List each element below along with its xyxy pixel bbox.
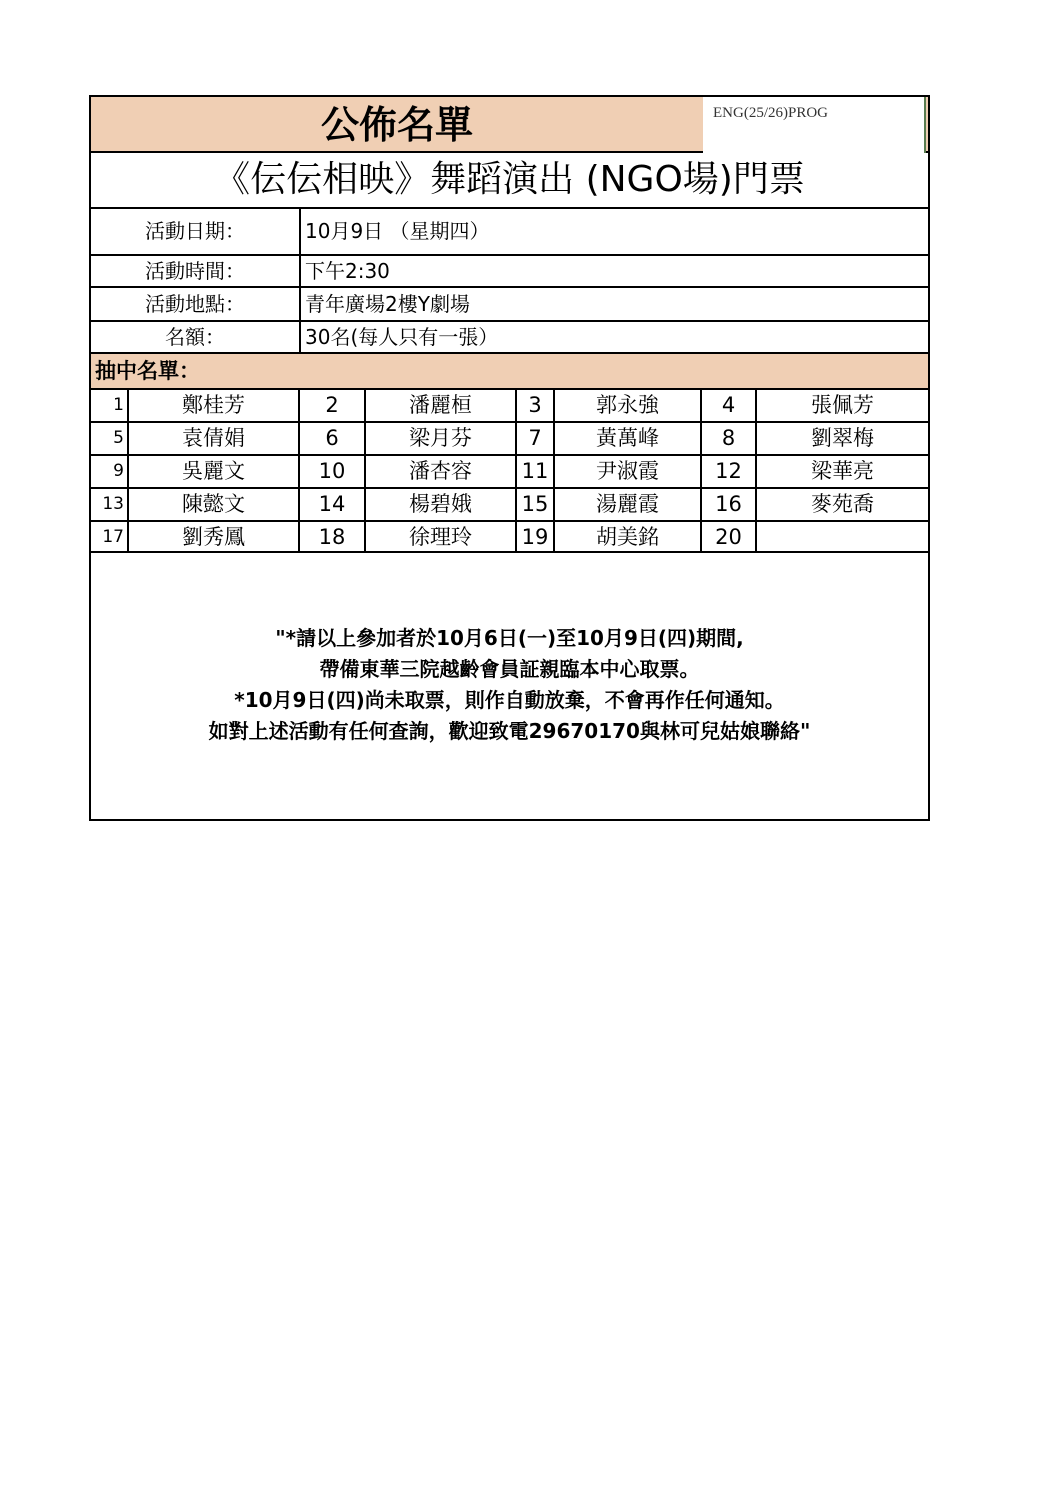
info-value: 青年廣場2樓Y劇場 bbox=[305, 292, 470, 316]
winner-number: 18 bbox=[300, 522, 366, 553]
winner-name: 梁月芬 bbox=[366, 423, 517, 454]
winner-name: 張佩芳 bbox=[811, 393, 874, 417]
winner-number: 9 bbox=[91, 456, 129, 487]
code-box bbox=[703, 97, 926, 153]
winner-number: 10 bbox=[300, 456, 366, 487]
info-row-date bbox=[89, 209, 930, 256]
winner-number: 19 bbox=[517, 522, 555, 553]
event-title: 《伝伝相映》舞蹈演出 (NGO場)門票 bbox=[214, 159, 805, 200]
notice-line: 如對上述活動有任何查詢，歡迎致電29670170與林可兒姑娘聯絡" bbox=[208, 719, 811, 743]
info-label: 活動地點： bbox=[91, 288, 301, 320]
winner-name: 湯麗霞 bbox=[555, 489, 702, 520]
info-row-venue bbox=[89, 288, 930, 322]
notice-text bbox=[91, 623, 928, 747]
notice-line: *10月9日(四)尚未取票，則作自動放棄，不會再作任何通知。 bbox=[234, 688, 785, 712]
winner-number: 3 bbox=[517, 390, 555, 421]
winner-number: 7 bbox=[517, 423, 555, 454]
winner-name: 郭永強 bbox=[555, 390, 702, 421]
info-value: 30名(每人只有一張） bbox=[305, 325, 499, 349]
winner-number: 2 bbox=[300, 390, 366, 421]
info-label: 活動日期： bbox=[91, 209, 301, 254]
winner-name: 梁華亮 bbox=[811, 459, 874, 483]
winner-name: 尹淑霞 bbox=[555, 456, 702, 487]
winner-number: 8 bbox=[702, 423, 757, 454]
notice-line: "*請以上參加者於10月6日(一)至10月9日(四)期間, bbox=[275, 626, 744, 650]
winner-name: 麥苑喬 bbox=[811, 492, 874, 516]
winner-name: 徐理玲 bbox=[366, 522, 517, 553]
winner-name: 潘麗桓 bbox=[366, 390, 517, 421]
title-row bbox=[89, 95, 930, 153]
winner-name: 楊碧娥 bbox=[366, 489, 517, 520]
winner-number: 13 bbox=[91, 489, 129, 520]
info-label: 名額： bbox=[91, 322, 301, 352]
winner-name: 劉翠梅 bbox=[811, 426, 874, 450]
table-row bbox=[89, 522, 930, 553]
winner-number: 1 bbox=[91, 390, 129, 421]
table-row bbox=[89, 423, 930, 456]
table-row bbox=[89, 390, 930, 423]
winner-number: 15 bbox=[517, 489, 555, 520]
winner-name: 袁倩娟 bbox=[129, 423, 300, 454]
section-heading: 抽中名單： bbox=[95, 359, 200, 383]
winner-name: 鄭桂芳 bbox=[129, 390, 300, 421]
winner-number: 16 bbox=[702, 489, 757, 520]
info-row-quota bbox=[89, 322, 930, 354]
winner-name: 潘杏容 bbox=[366, 456, 517, 487]
subtitle-row bbox=[89, 153, 930, 209]
winner-number: 11 bbox=[517, 456, 555, 487]
winner-number: 20 bbox=[702, 522, 757, 553]
program-code: ENG(25/26)PROG bbox=[713, 105, 828, 121]
notice-line: 帶備東華三院越齡會員証親臨本中心取票。 bbox=[319, 657, 700, 681]
table-row bbox=[89, 489, 930, 522]
winner-name bbox=[757, 522, 928, 553]
winner-name: 陳懿文 bbox=[129, 489, 300, 520]
winner-number: 4 bbox=[702, 390, 757, 421]
table-row bbox=[89, 456, 930, 489]
info-row-time bbox=[89, 256, 930, 288]
notice-sheet bbox=[89, 95, 930, 821]
winner-number: 5 bbox=[91, 423, 129, 454]
winner-number: 17 bbox=[91, 522, 129, 553]
winner-name: 吳麗文 bbox=[129, 456, 300, 487]
winner-name: 劉秀鳳 bbox=[129, 522, 300, 553]
winner-number: 14 bbox=[300, 489, 366, 520]
winner-name: 胡美銘 bbox=[555, 522, 702, 553]
section-row bbox=[89, 354, 930, 390]
info-value: 下午2:30 bbox=[305, 259, 390, 283]
info-value: 10月9日 （星期四） bbox=[305, 219, 490, 243]
winner-name: 黃萬峰 bbox=[555, 423, 702, 454]
winner-number: 6 bbox=[300, 423, 366, 454]
notice-row bbox=[89, 553, 930, 821]
info-label: 活動時間： bbox=[91, 256, 301, 286]
winner-number: 12 bbox=[702, 456, 757, 487]
page-title: 公佈名單 bbox=[320, 103, 473, 147]
